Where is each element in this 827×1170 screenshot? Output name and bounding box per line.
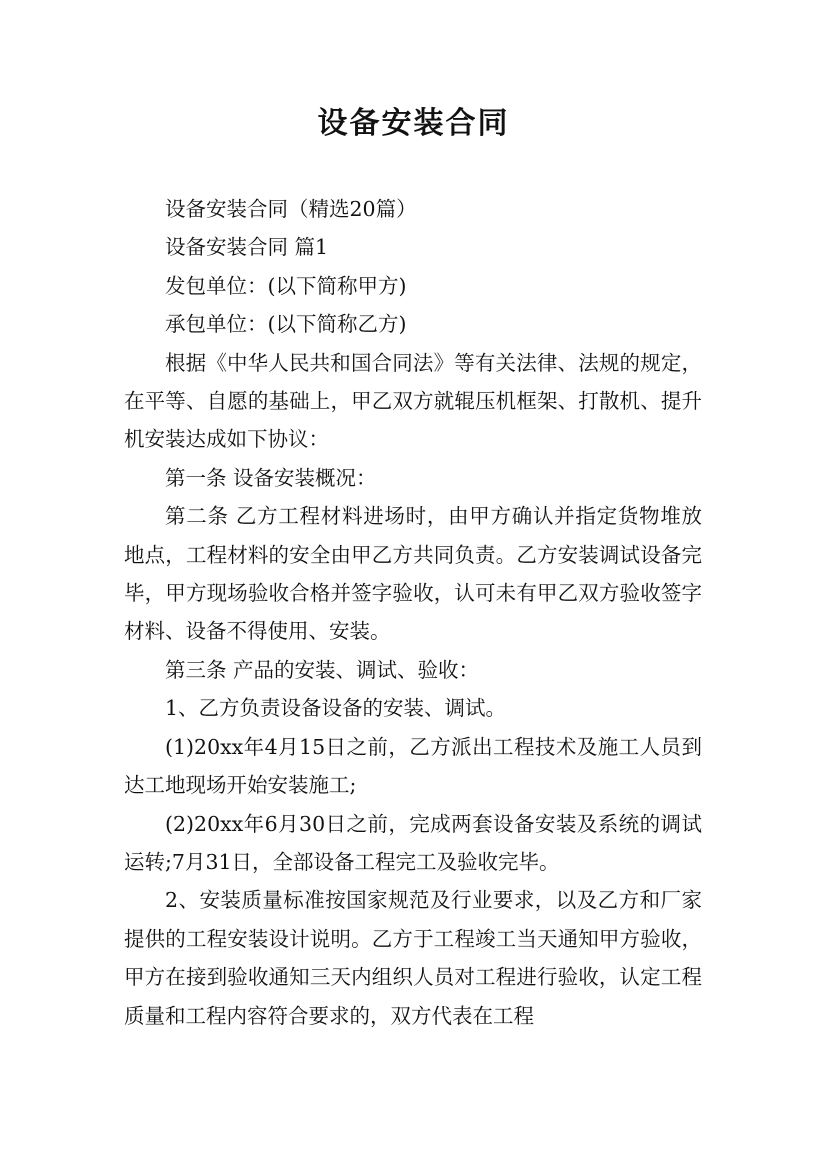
paragraph: 第三条 产品的安装、调试、验收： bbox=[165, 657, 480, 682]
paragraph: 第一条 设备安装概况： bbox=[165, 465, 377, 490]
paragraph: 1、乙方负责设备设备的安装、调试。 bbox=[165, 696, 507, 721]
paragraph: 设备安装合同 篇1 bbox=[165, 235, 329, 260]
document-body bbox=[124, 190, 702, 1035]
paragraph: 第二条 乙方工程材料进场时，由甲方确认并指定货物堆放地点，工程材料的安全由甲乙方共同负责。乙方安装调试设备完毕，甲方现场验收合格并签字验收，认可未有甲乙双方验收签字材料、设备不得使用、安装。 bbox=[124, 504, 702, 644]
paragraph: 2、安装质量标准按国家规范及行业要求，以及乙方和厂家提供的工程安装设计说明。乙方于工程竣工当天通知甲方验收，甲方在接到验收通知三天内组织人员对工程进行验收，认定工程质量和工程内容符合要求的，双方代表在工程 bbox=[124, 888, 702, 1028]
paragraph: (1)20xx年4月15日之前，乙方派出工程技术及施工人员到达工地现场开始安装施工; bbox=[124, 734, 702, 798]
document-title: 设备安装合同 bbox=[317, 106, 510, 141]
paragraph: 根据《中华人民共和国合同法》等有关法律、法规的规定，在平等、自愿的基础上，甲乙双方就辊压机框架、打散机、提升机安装达成如下协议： bbox=[124, 350, 702, 452]
paragraph: (2)20xx年6月30日之前，完成两套设备安装及系统的调试运转;7月31日，全部设备工程完工及验收完毕。 bbox=[124, 811, 702, 874]
paragraph: 发包单位：(以下简称甲方) bbox=[165, 273, 407, 298]
paragraph: 承包单位：(以下简称乙方) bbox=[165, 312, 407, 337]
paragraph: 设备安装合同（精选20篇） bbox=[165, 197, 417, 221]
